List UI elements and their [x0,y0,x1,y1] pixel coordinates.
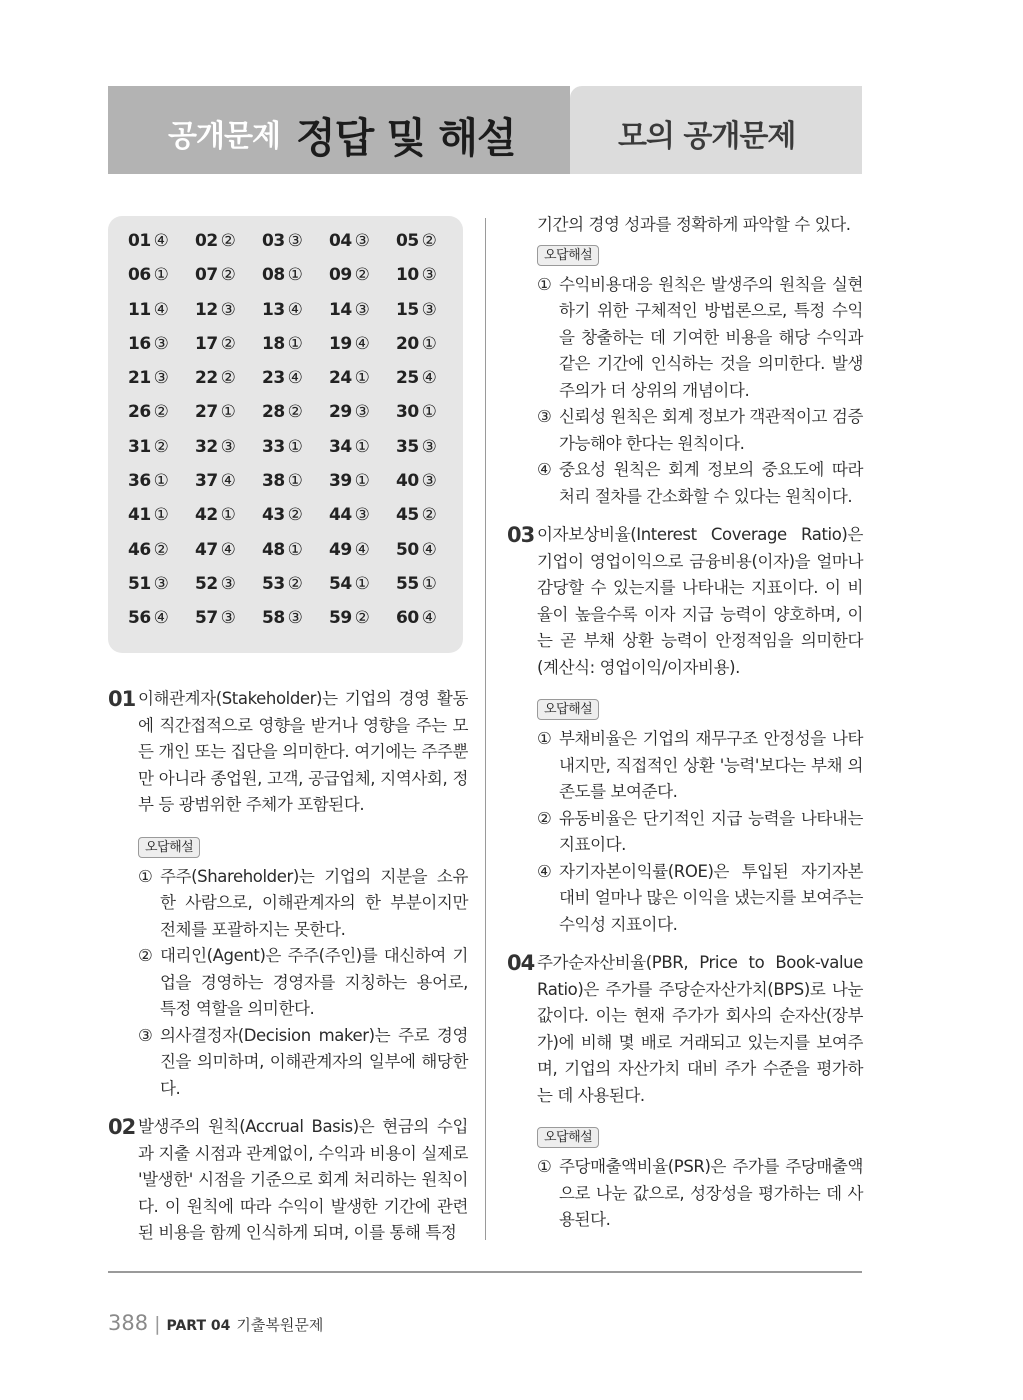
answer-mark: ① [220,402,236,423]
header-left-band [108,86,570,174]
answer-number: 03 [262,231,285,251]
answer-cell [128,402,195,436]
question-number: 03 [507,523,535,547]
answer-cell [195,608,262,642]
wrong-answer-tag: 오답해설 [537,245,599,266]
wrong-answer-item [507,457,863,510]
answer-number: 51 [128,573,151,594]
answer-mark: ④ [354,539,370,560]
answer-cell [195,402,262,436]
answer-mark: ① [421,573,437,594]
footer-separator: | [154,1313,161,1335]
answer-mark: ① [287,333,303,354]
answer-number: 34 [329,436,352,457]
answer-number: 44 [329,505,352,526]
answer-number: 60 [396,608,419,629]
answer-cell [128,300,195,334]
page-header [108,86,862,174]
explanation-text: 이해관계자(Stakeholder)는 기업의 경영 활동에 직간접적으로 영향을 받거나 영향을 주는 모든 개인 또는 집단을 의미한다. 여기에는 주주뿐만 아니라 종업원, 고객, 공급업체, 지역사회, 정부 등 광범위한 주체가 포함된다. [138,689,468,814]
answer-number: 29 [329,402,352,423]
choice-marker: ① [537,729,552,748]
answer-number: 37 [195,471,218,492]
answer-mark: ③ [354,505,370,526]
answer-number: 59 [329,608,352,629]
chapter-title: 기출복원문제 [236,1316,324,1334]
answer-cell [396,334,463,368]
answer-cell [128,334,195,368]
answer-number: 58 [262,608,285,629]
choice-text: 주주(Shareholder)는 기업의 지분을 소유한 사람으로, 이해관계자의 한 부분이지만 전체를 포괄하지는 못한다. [160,866,468,939]
answer-cell [396,265,463,299]
answer-mark: ③ [153,333,169,354]
question-03-explanation [507,522,863,681]
answer-number: 27 [195,402,218,423]
answer-cell [329,368,396,402]
answer-cell [396,300,463,334]
answer-number: 16 [128,333,151,354]
answer-mark: ④ [421,608,437,629]
answer-mark: ② [421,505,437,526]
answer-number: 53 [262,573,285,594]
choice-text: 유동비율은 단기적인 지급 능력을 나타내는 지표이다. [559,808,863,854]
wrong-answer-list [507,726,863,938]
answer-cell [262,231,329,265]
answer-mark: ① [421,333,437,354]
question-01-explanation [108,686,468,819]
answer-cell [128,540,195,574]
choice-marker: ① [537,274,552,294]
explanation-text: 발생주의 원칙(Accrual Basis)은 현금의 수입과 지출 시점과 관계없이, 수익과 비용이 실제로 '발생한' 시점을 기준으로 회계 처리하는 원칙이다. 이 원칙에 따라 수익이 발생한 기간에 관련된 비용을 함께 인식하게 되며, 이를 통해 특정 [138,1117,468,1242]
answer-number: 45 [396,505,419,526]
left-column [108,686,468,1259]
choice-text: 대리인(Agent)은 주주(주인)를 대신하여 기업을 경영하는 경영자를 지칭하는 용어로, 특정 역할을 의미한다. [160,946,468,1018]
answer-mark: ③ [220,573,236,594]
answer-mark: ① [287,436,303,457]
answer-mark: ④ [153,299,169,320]
question-number: 02 [108,1115,136,1139]
answer-cell [329,334,396,368]
answer-mark: ① [287,265,303,286]
answer-cell [396,540,463,574]
answer-number: 08 [262,265,285,286]
wrong-answer-list [108,864,468,1103]
answer-cell [128,437,195,471]
answer-number: 07 [195,265,218,286]
answer-number: 36 [128,471,151,492]
answer-number: 13 [262,299,285,320]
answer-mark: ① [354,573,370,594]
choice-marker: ③ [537,407,552,426]
header-right-title: 모의 공개문제 [618,119,796,154]
answer-number: 31 [128,436,151,457]
answer-number: 43 [262,505,285,526]
answer-cell [396,402,463,436]
answer-cell [195,334,262,368]
answer-mark: ④ [354,333,370,354]
answer-cell [329,540,396,574]
choice-marker: ④ [537,861,552,881]
answer-key-grid [128,231,458,643]
wrong-answer-item [507,859,863,939]
answer-number: 20 [396,333,419,354]
answer-mark: ③ [220,608,236,629]
answer-mark: ② [354,608,370,629]
question-number: 04 [507,951,535,975]
answer-number: 46 [128,539,151,560]
answer-number: 23 [262,368,285,389]
choice-text: 수익비용대응 원칙은 발생주의 원칙을 실현하기 위한 구체적인 방법론으로, 특정 수익을 창출하는 데 기여한 비용을 해당 수익과 같은 기간에 인식하는 것을 의미한다. 발생주의가 더 상위의 개념이다. [559,274,863,400]
wrong-answer-tag: 오답해설 [537,1127,599,1148]
choice-marker: ② [138,946,153,965]
header-right-band [570,86,862,174]
answer-cell [195,471,262,505]
answer-cell [329,437,396,471]
choice-text: 주당매출액비율(PSR)은 주가를 주당매출액으로 나눈 값으로, 성장성을 평가하는 데 사용된다. [559,1157,863,1229]
choice-text: 신뢰성 원칙은 회계 정보가 객관적이고 검증 가능해야 한다는 원칙이다. [559,407,863,453]
right-column [507,212,863,1234]
answer-mark: ② [220,368,236,389]
answer-mark: ② [220,265,236,286]
answer-cell [262,300,329,334]
answer-mark: ④ [153,608,169,629]
answer-mark: ② [220,333,236,354]
answer-cell [262,471,329,505]
header-small-title: 공개문제 [168,119,280,154]
answer-number: 22 [195,368,218,389]
answer-number: 11 [128,299,151,320]
answer-mark: ③ [287,608,303,629]
choice-marker: ④ [537,460,552,479]
answer-number: 09 [329,265,352,286]
answer-cell [195,300,262,334]
answer-mark: ① [153,471,169,492]
answer-number: 38 [262,471,285,492]
answer-number: 30 [396,402,419,423]
answer-number: 39 [329,471,352,492]
answer-cell [128,471,195,505]
explanation-text: 주가순자산비율(PBR, Price to Book-value Ratio)은 주가를 주당순자산가치(BPS)로 나눈 값이다. 이는 현재 주가가 회사의 순자산(장부가)에 비해 몇 배로 거래되고 있는지를 보여주며, 기업의 자산가치 대비 주가 수준을 평가하는 데 사용된다. [537,953,863,1105]
page-number: 388 [108,1311,149,1335]
answer-mark: ④ [287,299,303,320]
answer-mark: ③ [220,299,236,320]
answer-mark: ① [287,471,303,492]
answer-number: 54 [329,573,352,594]
wrong-answer-tag: 오답해설 [138,837,200,858]
answer-number: 02 [195,231,218,251]
wrong-answer-item [507,404,863,457]
answer-mark: ③ [354,231,370,251]
answer-mark: ③ [153,368,169,389]
answer-mark: ① [354,436,370,457]
wrong-answer-item [507,272,863,405]
answer-cell [329,402,396,436]
answer-cell [396,608,463,642]
wrong-answer-item [507,726,863,806]
answer-mark: ③ [153,573,169,594]
part-label: PART 04 [166,1318,231,1334]
answer-mark: ① [354,471,370,492]
footer-rule [108,1271,862,1273]
answer-mark: ① [153,265,169,286]
answer-mark: ③ [421,265,437,286]
answer-number: 24 [329,368,352,389]
answer-mark: ④ [421,368,437,389]
answer-number: 15 [396,299,419,320]
answer-cell [262,437,329,471]
answer-cell [195,505,262,539]
wrong-answer-list [507,272,863,511]
answer-cell [195,540,262,574]
answer-mark: ③ [354,402,370,423]
answer-cell [396,368,463,402]
answer-number: 49 [329,539,352,560]
answer-cell [128,265,195,299]
answer-cell [262,402,329,436]
answer-mark: ② [287,402,303,423]
answer-number: 56 [128,608,151,629]
answer-number: 06 [128,265,151,286]
answer-cell [396,437,463,471]
wrong-answer-item [507,806,863,859]
answer-number: 25 [396,368,419,389]
answer-number: 40 [396,471,419,492]
answer-number: 41 [128,505,151,526]
answer-cell [128,574,195,608]
question-04-explanation [507,950,863,1109]
answer-number: 10 [396,265,419,286]
answer-mark: ① [354,368,370,389]
question-number: 01 [108,687,136,711]
answer-cell [396,231,463,265]
answer-mark: ③ [421,299,437,320]
answer-key-box [108,216,463,653]
answer-number: 55 [396,573,419,594]
answer-cell [329,574,396,608]
choice-marker: ① [537,1157,552,1176]
answer-cell [329,505,396,539]
answer-mark: ③ [287,231,303,251]
answer-mark: ④ [220,471,236,492]
answer-mark: ④ [153,231,169,251]
wrong-answer-item [108,864,468,944]
wrong-answer-item [108,943,468,1023]
answer-mark: ② [153,539,169,560]
answer-cell [262,540,329,574]
question-02-continuation: 기간의 경영 성과를 정확하게 파악할 수 있다. [537,215,851,234]
answer-cell [195,437,262,471]
answer-number: 04 [329,231,352,251]
answer-mark: ④ [421,539,437,560]
page-footer [108,1311,323,1335]
choice-marker: ② [537,808,552,828]
answer-number: 32 [195,436,218,457]
answer-number: 47 [195,539,218,560]
answer-mark: ② [153,436,169,457]
answer-mark: ③ [354,299,370,320]
answer-cell [128,231,195,265]
header-big-title: 정답 및 해설 [296,114,516,162]
answer-number: 01 [128,231,151,251]
answer-mark: ① [287,539,303,560]
answer-mark: ③ [421,471,437,492]
choice-text: 자기자본이익률(ROE)은 투입된 자기자본 대비 얼마나 많은 이익을 냈는지를 보여주는 수익성 지표이다. [559,861,863,934]
answer-number: 26 [128,402,151,423]
answer-mark: ② [354,265,370,286]
answer-cell [329,608,396,642]
answer-cell [329,265,396,299]
choice-marker: ③ [138,1025,153,1045]
answer-number: 52 [195,573,218,594]
answer-cell [396,505,463,539]
answer-number: 35 [396,436,419,457]
answer-number: 12 [195,299,218,320]
answer-number: 28 [262,402,285,423]
answer-cell [195,265,262,299]
answer-mark: ① [153,505,169,526]
answer-cell [128,368,195,402]
answer-number: 14 [329,299,352,320]
answer-mark: ② [153,402,169,423]
wrong-answer-tag: 오답해설 [537,699,599,720]
explanation-text: 이자보상비율(Interest Coverage Ratio)은 기업이 영업이익으로 금융비용(이자)을 얼마나 감당할 수 있는지를 나타내는 지표이다. 이 비율이 높을수록 이자 지급 능력이 양호하며, 이는 곧 부채 상환 능력이 안정적임을 의미한다(계산식: 영업이익/이자비용). [537,525,863,677]
choice-text: 의사결정자(Decision maker)는 주로 경영진을 의미하며, 이해관계자의 일부에 해당한다. [160,1025,468,1098]
answer-number: 21 [128,368,151,389]
answer-cell [195,574,262,608]
answer-cell [262,608,329,642]
wrong-answer-list [507,1154,863,1234]
answer-number: 48 [262,539,285,560]
choice-marker: ① [138,866,153,886]
answer-number: 05 [396,231,419,251]
answer-cell [262,574,329,608]
answer-cell [329,471,396,505]
answer-mark: ② [421,231,437,251]
answer-cell [396,471,463,505]
answer-mark: ③ [220,436,236,457]
answer-cell [128,505,195,539]
column-divider [485,218,486,1240]
answer-number: 57 [195,608,218,629]
answer-number: 17 [195,333,218,354]
answer-number: 33 [262,436,285,457]
question-02-explanation [108,1114,468,1247]
answer-number: 42 [195,505,218,526]
answer-cell [262,368,329,402]
answer-cell [195,231,262,265]
answer-cell [195,368,262,402]
answer-cell [262,265,329,299]
answer-number: 50 [396,539,419,560]
answer-cell [329,231,396,265]
answer-mark: ① [421,402,437,423]
answer-cell [128,608,195,642]
answer-number: 19 [329,333,352,354]
choice-text: 중요성 원칙은 회계 정보의 중요도에 따라 처리 절차를 간소화할 수 있다는 원칙이다. [559,460,863,506]
answer-mark: ② [287,505,303,526]
answer-mark: ④ [220,539,236,560]
answer-cell [329,300,396,334]
wrong-answer-item [507,1154,863,1234]
answer-cell [262,334,329,368]
answer-number: 18 [262,333,285,354]
answer-cell [262,505,329,539]
answer-mark: ③ [421,436,437,457]
answer-mark: ④ [287,368,303,389]
answer-mark: ② [220,231,236,251]
choice-text: 부채비율은 기업의 재무구조 안정성을 나타내지만, 직접적인 상환 '능력'보다는 부채 의존도를 보여준다. [559,729,863,801]
answer-mark: ② [287,573,303,594]
answer-cell [396,574,463,608]
wrong-answer-item [108,1023,468,1103]
answer-mark: ① [220,505,236,526]
